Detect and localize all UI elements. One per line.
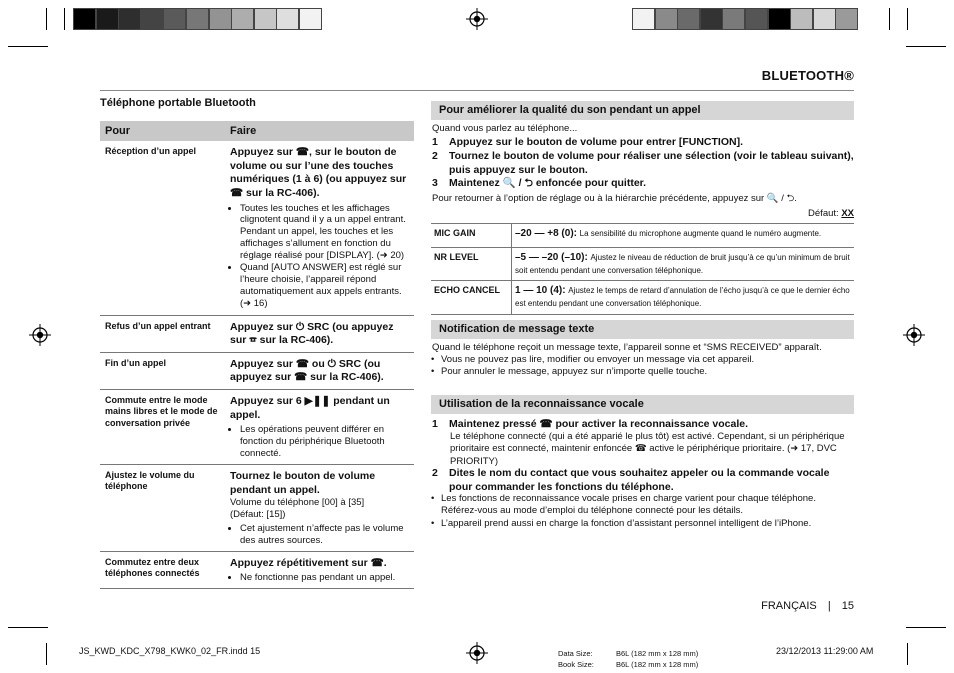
- table-row: [431, 224, 854, 248]
- setting-value: [512, 224, 855, 248]
- default-value: XX: [841, 208, 854, 219]
- default-note: [808, 208, 854, 220]
- sms-bullet-2: • Pour annuler le message, appuyez sur n’importe quelle touche.: [441, 366, 707, 378]
- header-divider: [100, 90, 854, 91]
- section-heading-voice: Utilisation de la reconnaissance vocale: [431, 395, 854, 414]
- book-size-label: Book Size:: [558, 660, 594, 669]
- color-swatch: [677, 8, 700, 30]
- color-swatch: [254, 8, 277, 30]
- crop-mark: [889, 8, 890, 30]
- action-text: Appuyez sur ⏻ SRC (ou appuyez sur ☎ sur la RC-406).: [230, 320, 394, 347]
- volume-range: Volume du téléphone [00] à [35]: [230, 497, 365, 509]
- default-label: Défaut:: [808, 208, 839, 219]
- color-swatch: [141, 8, 164, 30]
- voice-step-1-detail: Le téléphone connecté (qui a été apparié le plus tôt) est activé. Cependant, si un périphérique prioritaire est connecté, maintenir enfoncée ☎ active le périphérique prioritaire. (➜ 17, DVC PRIORITY): [450, 431, 845, 467]
- voice-step-2: [432, 467, 854, 494]
- print-datetime: 23/12/2013 11:29:00 AM: [776, 646, 874, 656]
- setting-range: –20 — +8 (0):: [515, 228, 577, 239]
- bullet-item: • Quand [AUTO ANSWER] est réglé sur l’heure choisie, l’appareil répond automatiquement aux appels entrants. (➜ 16): [240, 262, 409, 310]
- step-number: 2: [432, 150, 438, 162]
- sms-bullet-1: • Vous ne pouvez pas lire, modifier ou envoyer un message via cet appareil.: [441, 354, 754, 366]
- bullet-item: • Cet ajustement n’affecte pas le volume des autres sources.: [240, 523, 409, 547]
- registration-mark-icon: [29, 324, 51, 346]
- step-number: 1: [432, 136, 438, 148]
- sound-step-2: [432, 150, 854, 177]
- step-number: 2: [432, 467, 438, 479]
- setting-value: [512, 281, 855, 314]
- table-row: [431, 281, 854, 314]
- color-swatch: [632, 8, 655, 30]
- crop-mark: [906, 627, 946, 628]
- row-action: [225, 551, 414, 589]
- color-swatch: [209, 8, 232, 30]
- crop-mark: [64, 8, 65, 30]
- setting-name: NR LEVEL: [431, 248, 512, 281]
- setting-range: –5 — –20 (–10):: [515, 252, 588, 263]
- row-label: Commutez entre deux téléphones connectés: [100, 551, 225, 589]
- setting-name: MIC GAIN: [431, 224, 512, 248]
- color-swatch: [835, 8, 858, 30]
- action-text: Tournez le bouton de volume pendant un appel.: [230, 469, 376, 496]
- bullet-item: • Ne fonctionne pas pendant un appel.: [240, 572, 409, 584]
- action-text: Appuyez répétitivement sur ☎.: [230, 556, 387, 569]
- row-action: [225, 464, 414, 551]
- setting-description: Ajustez le niveau de réduction de bruit jusqu’à ce qu’un minimum de bruit soit entendu pendant une conversation téléphonique.: [515, 253, 850, 275]
- color-swatch: [299, 8, 322, 30]
- setting-description: Ajustez le temps de retard d’annulation de l’écho jusqu’à ce que le dernier écho est entendu pendant une conversation téléphonique.: [515, 286, 850, 308]
- crop-mark: [906, 46, 946, 47]
- color-swatch: [790, 8, 813, 30]
- page-number: 15: [841, 600, 854, 612]
- bullet-list: [230, 203, 409, 310]
- bullet-item: [240, 203, 409, 262]
- bullet-text: Pendant un appel, les touches et les affichages s’allument en fonction du réglage réalisé pour [DISPLAY]. (➜ 20): [240, 226, 405, 262]
- row-label: Refus d’un appel entrant: [100, 315, 225, 352]
- setting-value: [512, 248, 855, 281]
- language-label: FRANÇAIS: [761, 600, 817, 612]
- bullet-list: [230, 572, 409, 584]
- file-slug: JS_KWD_KDC_X798_KWK0_02_FR.indd 15: [79, 646, 261, 656]
- table-row: [100, 464, 414, 551]
- table-row: [100, 315, 414, 352]
- call-operations-table: [100, 121, 414, 589]
- step-text: Tournez le bouton de volume pour réaliser une sélection (voir le tableau suivant), puis appuyez sur le bouton.: [449, 150, 854, 176]
- bullet-item: • Les opérations peuvent différer en fonction du périphérique Bluetooth connecté.: [240, 424, 409, 460]
- separator: |: [827, 600, 831, 612]
- step-number: 1: [432, 418, 438, 430]
- return-note: Pour retourner à l’option de réglage ou à la hiérarchie précédente, appuyez sur 🔍 / ⮌.: [432, 193, 797, 204]
- table-row: [100, 141, 414, 315]
- step-text: Appuyez sur le bouton de volume pour entrer [FUNCTION].: [449, 136, 744, 148]
- color-swatch: [768, 8, 791, 30]
- left-heading: Téléphone portable Bluetooth: [100, 97, 256, 109]
- color-swatch: [231, 8, 254, 30]
- crop-mark: [46, 8, 47, 30]
- registration-mark-icon: [466, 8, 488, 30]
- action-text: Appuyez sur ☎, sur le bouton de volume ou sur l’une des touches numériques (1 à 6) (ou appuyez sur ☎ sur la RC-406).: [230, 146, 407, 199]
- page-footer: [761, 600, 854, 612]
- crop-mark: [907, 643, 908, 665]
- row-action: [225, 315, 414, 352]
- color-swatch: [745, 8, 768, 30]
- crop-mark: [907, 8, 908, 30]
- table-header-row: [100, 121, 414, 141]
- color-swatch: [96, 8, 119, 30]
- registration-mark-icon: [466, 642, 488, 664]
- color-swatch: [722, 8, 745, 30]
- step-text: Dites le nom du contact que vous souhaitez appeler ou la commande vocale pour commander les fonctions du téléphone.: [449, 467, 830, 493]
- section-heading-sound: Pour améliorer la qualité du son pendant un appel: [431, 101, 854, 120]
- row-label: Réception d’un appel: [100, 141, 225, 315]
- crop-mark: [8, 627, 48, 628]
- color-swatch: [163, 8, 186, 30]
- data-size-label: Data Size:: [558, 649, 593, 658]
- row-label: Commute entre le mode mains libres et le mode de conversation privée: [100, 390, 225, 465]
- step-text: Maintenez 🔍 / ⮌ enfoncée pour quitter.: [449, 177, 647, 189]
- section-title: BLUETOOTH®: [761, 68, 854, 83]
- section-heading-sms: Notification de message texte: [431, 320, 854, 339]
- sound-step-3: [432, 177, 854, 191]
- crop-mark: [46, 643, 47, 665]
- table-row: [431, 248, 854, 281]
- row-label: Ajustez le volume du téléphone: [100, 464, 225, 551]
- color-swatch: [186, 8, 209, 30]
- row-action: [225, 141, 414, 315]
- color-swatch: [655, 8, 678, 30]
- color-swatch: [700, 8, 723, 30]
- color-swatch: [118, 8, 141, 30]
- setting-range: 1 — 10 (4):: [515, 285, 566, 297]
- bullet-text: Toutes les touches et les affichages clignotent quand il y a un appel entrant.: [240, 202, 406, 226]
- step-text: Maintenez pressé ☎ pour activer la reconnaissance vocale.: [449, 418, 749, 430]
- sms-intro: Quand le téléphone reçoit un message texte, l’appareil sonne et “SMS RECEIVED” apparaît.: [432, 342, 822, 353]
- action-text: Appuyez sur ☎ ou ⏻ SRC (ou appuyez sur ☎ sur la RC-406).: [230, 357, 384, 384]
- voice-bullet-1: • Les fonctions de reconnaissance vocale prises en charge varient pour chaque téléphone. Référez-vous au mode d’emploi du téléphone connecté pour les détails.: [441, 493, 841, 518]
- audio-settings-table: [431, 223, 854, 315]
- book-size-value: B6L (182 mm x 128 mm): [616, 660, 699, 669]
- row-label: Fin d’un appel: [100, 352, 225, 389]
- setting-name: ECHO CANCEL: [431, 281, 512, 314]
- registration-mark-icon: [903, 324, 925, 346]
- table-row: [100, 352, 414, 389]
- crop-mark: [8, 46, 48, 47]
- col-header-faire: Faire: [225, 121, 414, 141]
- color-swatch: [276, 8, 299, 30]
- color-swatch: [813, 8, 836, 30]
- color-swatch: [73, 8, 96, 30]
- volume-default: (Défaut: [15]): [230, 509, 286, 521]
- row-action: [225, 352, 414, 389]
- action-text: Appuyez sur 6 ▶❚❚ pendant un appel.: [230, 395, 390, 421]
- voice-step-1: [432, 418, 854, 432]
- col-header-pour: Pour: [100, 121, 225, 141]
- data-size-value: B6L (182 mm x 128 mm): [616, 649, 699, 658]
- setting-description: La sensibilité du microphone augmente quand le numéro augmente.: [579, 229, 822, 238]
- row-action: [225, 390, 414, 465]
- sound-step-1: [432, 136, 854, 150]
- step-number: 3: [432, 177, 438, 189]
- sound-intro: Quand vous parlez au téléphone...: [432, 123, 578, 134]
- table-row: [100, 551, 414, 589]
- voice-bullet-2: • L’appareil prend aussi en charge la fonction d’assistant personnel intelligent de l’iPhone.: [441, 518, 851, 530]
- table-row: [100, 390, 414, 465]
- bullet-list: [230, 424, 409, 460]
- bullet-list: [230, 523, 409, 547]
